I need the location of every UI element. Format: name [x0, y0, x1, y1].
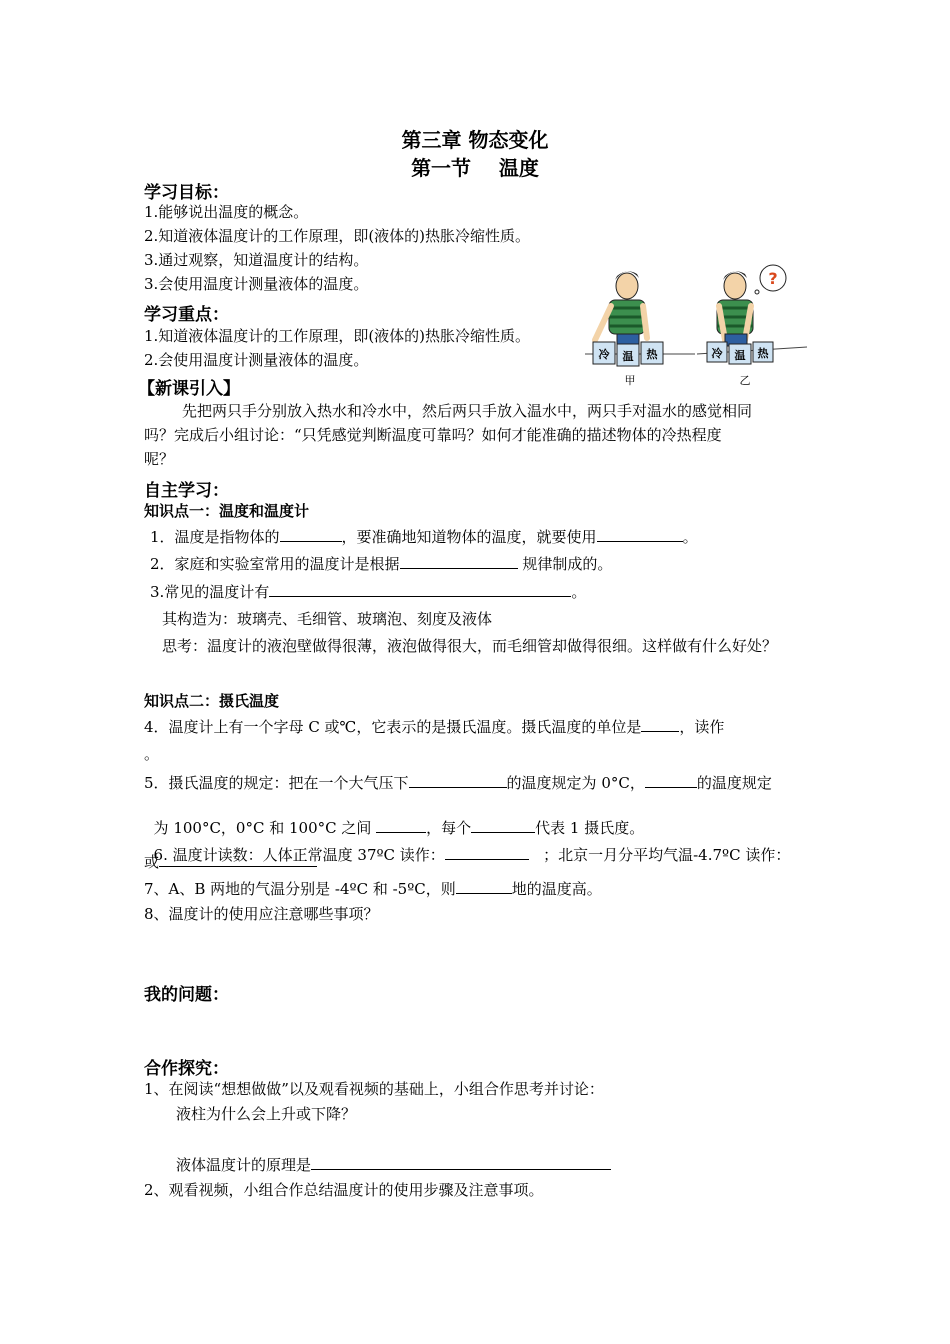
- principle-line: 液体温度计的原理是: [176, 1155, 611, 1175]
- intro-heading: 【新课引入】: [138, 379, 240, 399]
- knowledge-point-1-heading: 知识点一：温度和温度计: [144, 502, 310, 520]
- caption-b: 乙: [739, 374, 751, 387]
- jar-label: 冷: [711, 347, 723, 360]
- question-8: 8、温度计的使用应注意哪些事项？: [144, 905, 379, 923]
- question-4: 4．温度计上有一个字母 C 或℃，它表示的是摄氏温度。摄氏温度的单位是 ，读作: [144, 718, 725, 736]
- caption-a: 甲: [624, 374, 636, 387]
- question-5: 5．摄氏温度的规定：把在一个大气压下 的温度规定为 0°C， 的温度规定: [144, 774, 772, 792]
- knowledge-point-2-heading: 知识点二：摄氏温度: [144, 692, 280, 710]
- cooperation-question-2: 2、观看视频，小组合作总结温度计的使用步骤及注意事项。: [144, 1181, 544, 1199]
- person-b: [717, 265, 786, 346]
- intro-line: 吗？完成后小组讨论：“只凭感觉判断温度可靠吗？如何才能准确的描述物体的冷热程度: [144, 426, 722, 444]
- goal-item: 2.知道液体温度计的工作原理，即(液体的)热胀冷缩性质。: [144, 227, 531, 245]
- answer-blank: [597, 527, 683, 542]
- answer-blank: [400, 554, 518, 569]
- question-4-end: 。: [144, 745, 160, 763]
- hands-in-water-illustration: [585, 262, 815, 390]
- think-question: 思考：温度计的液泡壁做得很薄，液泡做得很大，而毛细管却做得很细。这样做有什么好处？: [162, 637, 778, 655]
- goals-heading: 学习目标：: [144, 183, 229, 203]
- section-title: 第一节 温度: [411, 156, 539, 180]
- question-6: 6. 温度计读数：人体正常温度 37ºC 读作： ；北京一月分平均气温-4.7ºC 读作：: [153, 846, 791, 864]
- chapter-title: 第三章 物态变化: [401, 128, 549, 152]
- intro-line: 先把两只手分别放入热水和冷水中，然后两只手放入温水中，两只手对温水的感觉相同: [182, 402, 753, 420]
- person-a: [595, 271, 647, 346]
- cooperation-question-1: 1、在阅读“想想做做”以及观看视频的基础上，小组合作思考并讨论：: [144, 1080, 604, 1098]
- question-5-cont: 为 100°C，0°C 和 100°C 之间 ，每个 代表 1 摄氏度。: [153, 819, 645, 837]
- answer-blank: [456, 879, 512, 894]
- question-1: 1．温度是指物体的 ，要准确地知道物体的温度，就要使用 。: [150, 528, 698, 546]
- goal-item: 3.通过观察，知道温度计的结构。: [144, 251, 369, 269]
- goal-item: 1.能够说出温度的概念。: [144, 203, 309, 221]
- jars-a: [593, 342, 663, 366]
- answer-blank: [645, 773, 697, 788]
- jar-label: 温: [734, 349, 746, 362]
- intro-line: 呢？: [144, 450, 175, 468]
- self-study-heading: 自主学习：: [144, 481, 229, 501]
- jars-b: [707, 342, 773, 364]
- question-7: 7、A、B 两地的气温分别是 -4ºC 和 -5ºC，则 地的温度高。: [144, 880, 602, 898]
- answer-blank: [409, 773, 507, 788]
- answer-blank: [641, 717, 679, 732]
- illustration-svg: [585, 262, 815, 390]
- answer-blank: [445, 845, 529, 860]
- cooperation-heading: 合作探究：: [144, 1059, 229, 1079]
- jar-label: 热: [646, 348, 658, 361]
- thermometer-structure: 其构造为：玻璃壳、毛细管、玻璃泡、刻度及液体: [162, 610, 493, 628]
- cooperation-question-1-sub: 液柱为什么会上升或下降？: [176, 1105, 357, 1123]
- question-6-cont: 或: [144, 852, 317, 872]
- answer-blank: [159, 852, 317, 867]
- jar-label: 热: [757, 347, 769, 360]
- answer-blank: [311, 1155, 611, 1170]
- goal-item: 3.会使用温度计测量液体的温度。: [144, 275, 369, 293]
- my-questions-heading: 我的问题：: [144, 985, 229, 1005]
- question-2: 2．家庭和实验室常用的温度计是根据 规律制成的。: [150, 555, 613, 573]
- jar-label: 冷: [598, 348, 610, 361]
- question-mark-icon: ?: [768, 269, 778, 288]
- answer-blank: [269, 582, 571, 597]
- jar-label: 温: [622, 350, 634, 363]
- key-points-heading: 学习重点：: [144, 305, 229, 325]
- key-point-item: 1.知道液体温度计的工作原理，即(液体的)热胀冷缩性质。: [144, 327, 531, 345]
- key-point-item: 2.会使用温度计测量液体的温度。: [144, 351, 369, 369]
- answer-blank: [280, 527, 342, 542]
- question-3: 3.常见的温度计有 。: [150, 583, 587, 601]
